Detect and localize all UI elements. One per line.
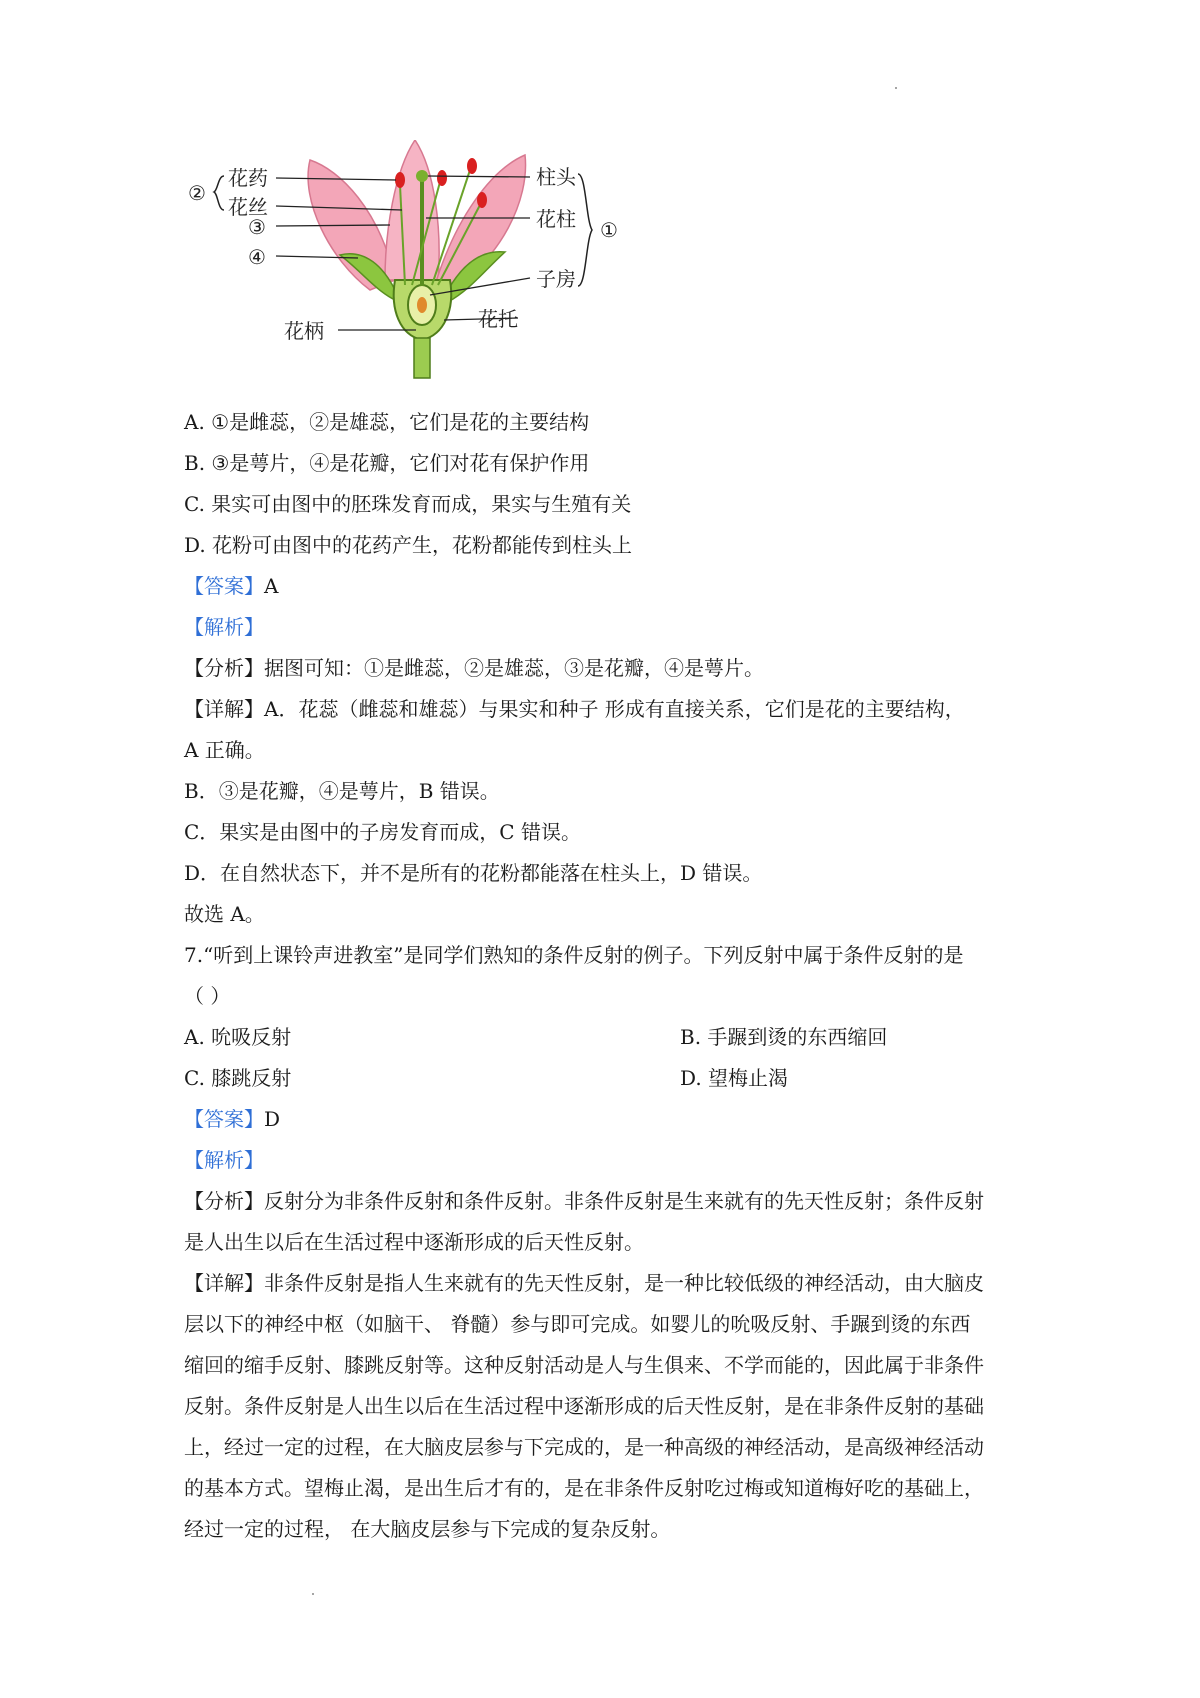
label-num4: ④ [248, 245, 266, 269]
label-filament: 花丝 [228, 195, 268, 219]
answer-tag: 【答案】 [184, 574, 264, 598]
q7-option-a: A. 吮吸反射 [184, 1025, 292, 1049]
q7-stem-2: （ ） [184, 984, 231, 1008]
q6-option-a: A. ①是雌蕊，②是雄蕊，它们是花的主要结构 [184, 410, 590, 434]
label-num2: ② [188, 181, 206, 205]
q7-option-c: C. 膝跳反射 [184, 1066, 292, 1090]
answer-value: A [264, 574, 279, 598]
q7-answer [184, 1099, 280, 1139]
q7-stem-1: 7.“听到上课铃声进教室”是同学们熟知的条件反射的例子。下列反射中属于条件反射的是 [184, 943, 964, 967]
q7-xiangjie-5: 上，经过一定的过程，在大脑皮层参与下完成的，是一种高级的神经活动，是高级神经活动 [184, 1435, 984, 1459]
scan-speck [312, 1593, 314, 1595]
label-pedicel: 花柄 [284, 319, 324, 343]
pedicel [414, 338, 430, 378]
q6-xiangjie-3: B．③是花瓣，④是萼片，B 错误。 [184, 779, 500, 803]
q7-fenxi-2: 是人出生以后在生活过程中逐渐形成的后天性反射。 [184, 1230, 644, 1254]
brace-right [578, 174, 592, 286]
q7-option-d: D. 望梅止渴 [680, 1066, 789, 1090]
scan-speck [895, 87, 897, 89]
q7-option-b: B. 手蹍到烫的东西缩回 [680, 1025, 888, 1049]
anther [437, 170, 447, 186]
answer-tag: 【答案】 [184, 1107, 264, 1131]
brace-left [214, 176, 224, 210]
answer-value: D [264, 1107, 281, 1131]
q6-option-c: C. 果实可由图中的胚珠发育而成，果实与生殖有关 [184, 492, 632, 516]
q7-xiangjie-4: 反射。条件反射是人出生以后在生活过程中逐渐形成的后天性反射，是在非条件反射的基础 [184, 1394, 984, 1418]
q6-option-d: D. 花粉可由图中的花药产生，花粉都能传到柱头上 [184, 533, 633, 557]
flower-diagram [180, 140, 700, 380]
label-stigma: 柱头 [536, 165, 576, 189]
q7-fenxi-1: 【分析】反射分为非条件反射和条件反射。非条件反射是生来就有的先天性反射；条件反射 [184, 1189, 984, 1213]
q6-xiangjie-5: D．在自然状态下，并不是所有的花粉都能落在柱头上，D 错误。 [184, 861, 763, 885]
q7-xiangjie-6: 的基本方式。望梅止渴，是出生后才有的，是在非条件反射吃过梅或知道梅好吃的基础上， [184, 1476, 984, 1500]
q6-analysis-tag: 【解析】 [184, 615, 264, 639]
q7-xiangjie-1: 【详解】非条件反射是指人生来就有的先天性反射，是一种比较低级的神经活动，由大脑皮 [184, 1271, 984, 1295]
q7-xiangjie-7: 经过一定的过程， 在大脑皮层参与下完成的复杂反射。 [184, 1517, 671, 1541]
q6-choose: 故选 A。 [184, 902, 265, 926]
label-ovary: 子房 [536, 267, 576, 291]
q6-xiangjie-2: A 正确。 [184, 738, 265, 762]
anther [395, 172, 405, 188]
label-receptacle: 花托 [478, 307, 518, 331]
q7-xiangjie-2: 层以下的神经中枢（如脑干、 脊髓）参与即可完成。如婴儿的吮吸反射、手蹍到烫的东西 [184, 1312, 971, 1336]
q6-fenxi: 【分析】据图可知：①是雌蕊，②是雄蕊，③是花瓣，④是萼片。 [184, 656, 764, 680]
anther [477, 192, 487, 208]
label-num3: ③ [248, 215, 266, 239]
anther [467, 158, 477, 174]
label-style: 花柱 [536, 207, 576, 231]
q6-xiangjie-1: 【详解】A．花蕊（雌蕊和雄蕊）与果实和种子 形成有直接关系，它们是花的主要结构， [184, 697, 965, 721]
q7-xiangjie-3: 缩回的缩手反射、膝跳反射等。这种反射活动是人与生俱来、不学而能的，因此属于非条件 [184, 1353, 984, 1377]
ovule [417, 297, 427, 313]
q6-answer [184, 566, 278, 606]
label-anther: 花药 [228, 166, 268, 190]
q6-xiangjie-4: C．果实是由图中的子房发育而成，C 错误。 [184, 820, 581, 844]
q7-analysis-tag: 【解析】 [184, 1148, 264, 1172]
q6-option-b: B. ③是萼片，④是花瓣，它们对花有保护作用 [184, 451, 590, 475]
label-num1: ① [600, 218, 618, 242]
flower-diagram-svg [180, 140, 700, 380]
stigma [416, 170, 428, 182]
